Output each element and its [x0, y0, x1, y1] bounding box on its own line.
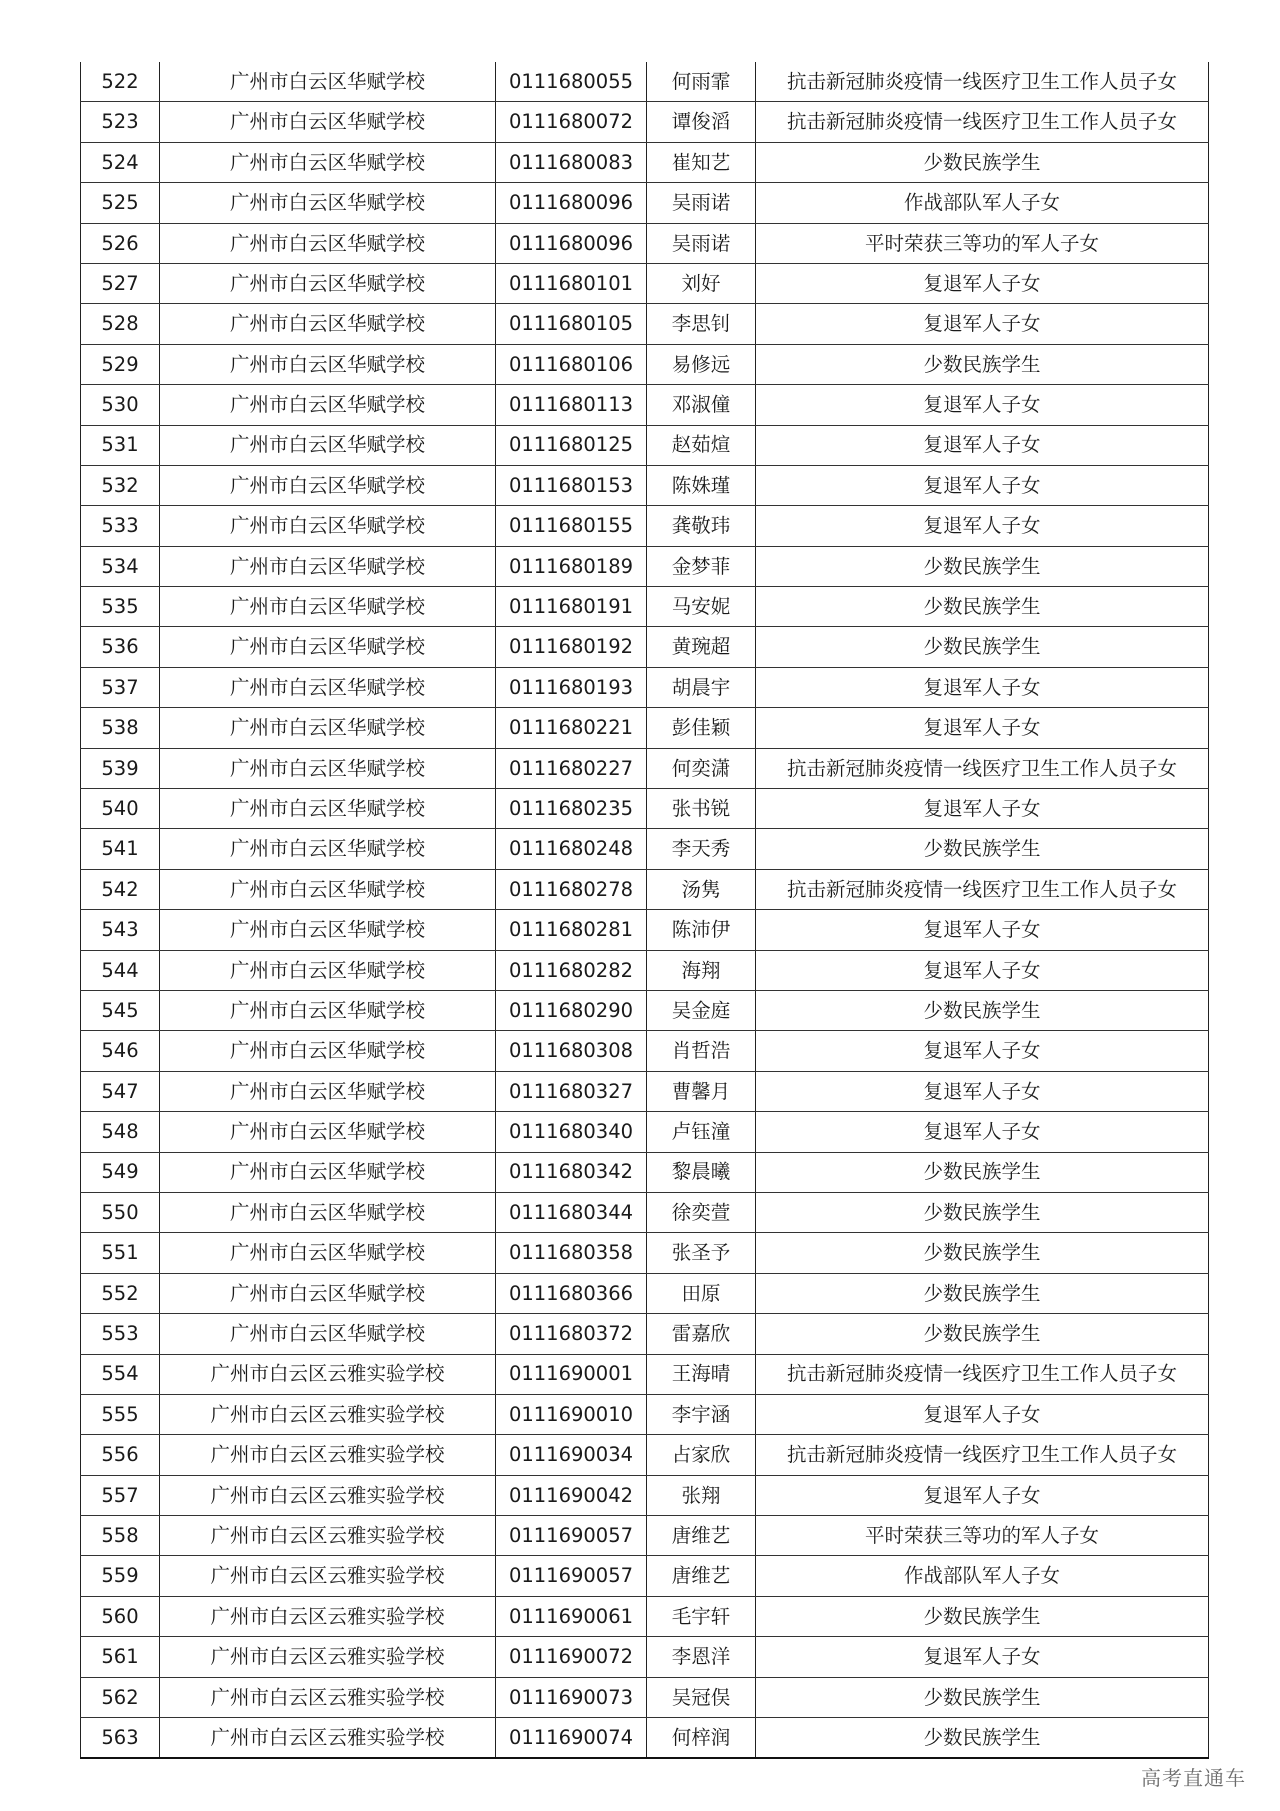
- cell-code: 0111680327: [496, 1071, 647, 1111]
- cell-index: 530: [81, 385, 160, 425]
- cell-name: 吴雨诺: [647, 223, 756, 263]
- cell-name: 汤隽: [647, 869, 756, 909]
- cell-category: 复退军人子女: [756, 1112, 1209, 1152]
- table-row: [81, 344, 1209, 384]
- cell-name: 金梦菲: [647, 546, 756, 586]
- cell-index: 542: [81, 869, 160, 909]
- cell-category: 少数民族学生: [756, 627, 1209, 667]
- cell-index: 559: [81, 1556, 160, 1596]
- cell-category: 复退军人子女: [756, 465, 1209, 505]
- cell-name: 李思钊: [647, 304, 756, 344]
- cell-code: 0111690073: [496, 1677, 647, 1717]
- cell-code: 0111680372: [496, 1314, 647, 1354]
- cell-index: 524: [81, 142, 160, 182]
- cell-name: 崔知艺: [647, 142, 756, 182]
- cell-school: 广州市白云区云雅实验学校: [160, 1637, 496, 1677]
- cell-code: 0111690042: [496, 1475, 647, 1515]
- cell-school: 广州市白云区华赋学校: [160, 546, 496, 586]
- cell-index: 551: [81, 1233, 160, 1273]
- cell-school: 广州市白云区华赋学校: [160, 1031, 496, 1071]
- table-row: [81, 990, 1209, 1030]
- cell-code: 0111690074: [496, 1718, 647, 1759]
- cell-school: 广州市白云区华赋学校: [160, 708, 496, 748]
- cell-category: 复退军人子女: [756, 263, 1209, 303]
- cell-category: 少数民族学生: [756, 546, 1209, 586]
- table-row: [81, 708, 1209, 748]
- cell-category: 少数民族学生: [756, 1314, 1209, 1354]
- cell-school: 广州市白云区华赋学校: [160, 1233, 496, 1273]
- cell-name: 陈姝瑾: [647, 465, 756, 505]
- cell-name: 吴雨诺: [647, 183, 756, 223]
- cell-school: 广州市白云区云雅实验学校: [160, 1475, 496, 1515]
- cell-code: 0111680366: [496, 1273, 647, 1313]
- cell-name: 龚敬玮: [647, 506, 756, 546]
- cell-name: 唐维艺: [647, 1516, 756, 1556]
- cell-school: 广州市白云区华赋学校: [160, 1112, 496, 1152]
- table-row: [81, 587, 1209, 627]
- cell-index: 529: [81, 344, 160, 384]
- cell-index: 562: [81, 1677, 160, 1717]
- cell-code: 0111680235: [496, 789, 647, 829]
- cell-name: 张翔: [647, 1475, 756, 1515]
- cell-code: 0111680358: [496, 1233, 647, 1273]
- cell-school: 广州市白云区华赋学校: [160, 869, 496, 909]
- cell-code: 0111680155: [496, 506, 647, 546]
- cell-school: 广州市白云区华赋学校: [160, 829, 496, 869]
- cell-name: 陈沛伊: [647, 910, 756, 950]
- cell-code: 0111680278: [496, 869, 647, 909]
- cell-category: 少数民族学生: [756, 1152, 1209, 1192]
- table-row: [81, 1596, 1209, 1636]
- cell-index: 523: [81, 102, 160, 142]
- cell-code: 0111680192: [496, 627, 647, 667]
- cell-code: 0111680308: [496, 1031, 647, 1071]
- table-row: [81, 465, 1209, 505]
- cell-code: 0111680106: [496, 344, 647, 384]
- table-row: [81, 102, 1209, 142]
- table-row: [81, 425, 1209, 465]
- cell-index: 544: [81, 950, 160, 990]
- cell-code: 0111680055: [496, 62, 647, 102]
- table-row: [81, 304, 1209, 344]
- cell-category: 少数民族学生: [756, 1677, 1209, 1717]
- cell-index: 531: [81, 425, 160, 465]
- cell-code: 0111680342: [496, 1152, 647, 1192]
- cell-code: 0111680344: [496, 1192, 647, 1232]
- cell-category: 抗击新冠肺炎疫情一线医疗卫生工作人员子女: [756, 102, 1209, 142]
- cell-school: 广州市白云区华赋学校: [160, 1314, 496, 1354]
- cell-code: 0111690057: [496, 1516, 647, 1556]
- cell-index: 532: [81, 465, 160, 505]
- cell-category: 复退军人子女: [756, 506, 1209, 546]
- cell-category: 少数民族学生: [756, 1596, 1209, 1636]
- cell-school: 广州市白云区云雅实验学校: [160, 1677, 496, 1717]
- cell-category: 复退军人子女: [756, 1637, 1209, 1677]
- cell-code: 0111680072: [496, 102, 647, 142]
- cell-name: 李宇涵: [647, 1394, 756, 1434]
- cell-category: 少数民族学生: [756, 587, 1209, 627]
- cell-code: 0111680153: [496, 465, 647, 505]
- cell-code: 0111680191: [496, 587, 647, 627]
- cell-school: 广州市白云区华赋学校: [160, 142, 496, 182]
- table-row: [81, 1354, 1209, 1394]
- cell-index: 548: [81, 1112, 160, 1152]
- cell-index: 539: [81, 748, 160, 788]
- cell-name: 何雨霏: [647, 62, 756, 102]
- cell-name: 吴冠俣: [647, 1677, 756, 1717]
- cell-school: 广州市白云区华赋学校: [160, 425, 496, 465]
- cell-category: 作战部队军人子女: [756, 183, 1209, 223]
- cell-name: 吴金庭: [647, 990, 756, 1030]
- cell-code: 0111680221: [496, 708, 647, 748]
- cell-category: 少数民族学生: [756, 1718, 1209, 1759]
- table-body: [81, 62, 1209, 1758]
- cell-index: 546: [81, 1031, 160, 1071]
- table-row: [81, 142, 1209, 182]
- cell-school: 广州市白云区华赋学校: [160, 627, 496, 667]
- cell-school: 广州市白云区华赋学校: [160, 102, 496, 142]
- cell-code: 0111680096: [496, 223, 647, 263]
- cell-index: 556: [81, 1435, 160, 1475]
- cell-name: 谭俊滔: [647, 102, 756, 142]
- cell-code: 0111690061: [496, 1596, 647, 1636]
- cell-code: 0111680113: [496, 385, 647, 425]
- cell-code: 0111680189: [496, 546, 647, 586]
- cell-index: 555: [81, 1394, 160, 1434]
- cell-name: 王海晴: [647, 1354, 756, 1394]
- table-row: [81, 748, 1209, 788]
- cell-category: 复退军人子女: [756, 1071, 1209, 1111]
- cell-name: 唐维艺: [647, 1556, 756, 1596]
- cell-category: 平时荣获三等功的军人子女: [756, 1516, 1209, 1556]
- cell-code: 0111680096: [496, 183, 647, 223]
- cell-category: 抗击新冠肺炎疫情一线医疗卫生工作人员子女: [756, 748, 1209, 788]
- cell-school: 广州市白云区华赋学校: [160, 1152, 496, 1192]
- cell-school: 广州市白云区华赋学校: [160, 62, 496, 102]
- cell-school: 广州市白云区云雅实验学校: [160, 1394, 496, 1434]
- cell-index: 534: [81, 546, 160, 586]
- cell-index: 552: [81, 1273, 160, 1313]
- cell-category: 平时荣获三等功的军人子女: [756, 223, 1209, 263]
- cell-school: 广州市白云区华赋学校: [160, 263, 496, 303]
- cell-category: 少数民族学生: [756, 1273, 1209, 1313]
- cell-school: 广州市白云区云雅实验学校: [160, 1516, 496, 1556]
- cell-code: 0111690034: [496, 1435, 647, 1475]
- table-row: [81, 869, 1209, 909]
- cell-name: 邓淑僮: [647, 385, 756, 425]
- cell-code: 0111680281: [496, 910, 647, 950]
- cell-code: 0111680083: [496, 142, 647, 182]
- cell-school: 广州市白云区华赋学校: [160, 990, 496, 1030]
- student-table: [80, 62, 1209, 1759]
- cell-category: 复退军人子女: [756, 385, 1209, 425]
- cell-name: 海翔: [647, 950, 756, 990]
- cell-category: 抗击新冠肺炎疫情一线医疗卫生工作人员子女: [756, 869, 1209, 909]
- cell-name: 何奕潇: [647, 748, 756, 788]
- table-row: [81, 1475, 1209, 1515]
- cell-name: 曹馨月: [647, 1071, 756, 1111]
- table-row: [81, 183, 1209, 223]
- cell-code: 0111680248: [496, 829, 647, 869]
- cell-code: 0111690057: [496, 1556, 647, 1596]
- cell-code: 0111680340: [496, 1112, 647, 1152]
- cell-school: 广州市白云区华赋学校: [160, 910, 496, 950]
- cell-index: 541: [81, 829, 160, 869]
- cell-index: 525: [81, 183, 160, 223]
- cell-name: 马安妮: [647, 587, 756, 627]
- cell-index: 522: [81, 62, 160, 102]
- cell-school: 广州市白云区华赋学校: [160, 223, 496, 263]
- cell-index: 540: [81, 789, 160, 829]
- cell-category: 复退军人子女: [756, 667, 1209, 707]
- cell-category: 少数民族学生: [756, 1233, 1209, 1273]
- cell-school: 广州市白云区华赋学校: [160, 506, 496, 546]
- cell-category: 复退军人子女: [756, 425, 1209, 465]
- cell-school: 广州市白云区华赋学校: [160, 1192, 496, 1232]
- table-row: [81, 1435, 1209, 1475]
- cell-index: 536: [81, 627, 160, 667]
- cell-school: 广州市白云区云雅实验学校: [160, 1596, 496, 1636]
- cell-index: 547: [81, 1071, 160, 1111]
- cell-category: 复退军人子女: [756, 1031, 1209, 1071]
- cell-school: 广州市白云区华赋学校: [160, 1273, 496, 1313]
- cell-school: 广州市白云区华赋学校: [160, 385, 496, 425]
- cell-category: 少数民族学生: [756, 1192, 1209, 1232]
- table-row: [81, 506, 1209, 546]
- cell-index: 557: [81, 1475, 160, 1515]
- cell-school: 广州市白云区华赋学校: [160, 667, 496, 707]
- cell-name: 赵茹煊: [647, 425, 756, 465]
- cell-category: 少数民族学生: [756, 990, 1209, 1030]
- cell-school: 广州市白云区云雅实验学校: [160, 1435, 496, 1475]
- cell-category: 复退军人子女: [756, 910, 1209, 950]
- cell-index: 528: [81, 304, 160, 344]
- cell-code: 0111680105: [496, 304, 647, 344]
- cell-code: 0111680125: [496, 425, 647, 465]
- table-row: [81, 910, 1209, 950]
- table-row: [81, 223, 1209, 263]
- cell-name: 卢钰潼: [647, 1112, 756, 1152]
- table-row: [81, 1192, 1209, 1232]
- cell-code: 0111690010: [496, 1394, 647, 1434]
- cell-category: 少数民族学生: [756, 344, 1209, 384]
- cell-name: 徐奕萱: [647, 1192, 756, 1232]
- cell-index: 563: [81, 1718, 160, 1759]
- cell-index: 560: [81, 1596, 160, 1636]
- table-row: [81, 950, 1209, 990]
- cell-school: 广州市白云区华赋学校: [160, 587, 496, 627]
- table-row: [81, 546, 1209, 586]
- cell-code: 0111680290: [496, 990, 647, 1030]
- cell-code: 0111680101: [496, 263, 647, 303]
- cell-school: 广州市白云区华赋学校: [160, 748, 496, 788]
- cell-index: 553: [81, 1314, 160, 1354]
- table-row: [81, 385, 1209, 425]
- cell-name: 雷嘉欣: [647, 1314, 756, 1354]
- table-row: [81, 1112, 1209, 1152]
- table-row: [81, 1556, 1209, 1596]
- table-row: [81, 1516, 1209, 1556]
- cell-school: 广州市白云区华赋学校: [160, 789, 496, 829]
- table-row: [81, 1273, 1209, 1313]
- cell-index: 550: [81, 1192, 160, 1232]
- cell-name: 李天秀: [647, 829, 756, 869]
- cell-school: 广州市白云区华赋学校: [160, 183, 496, 223]
- cell-name: 李恩洋: [647, 1637, 756, 1677]
- cell-category: 作战部队军人子女: [756, 1556, 1209, 1596]
- cell-name: 彭佳颖: [647, 708, 756, 748]
- cell-index: 538: [81, 708, 160, 748]
- cell-category: 少数民族学生: [756, 829, 1209, 869]
- document-sheet: [80, 62, 1208, 1759]
- cell-index: 554: [81, 1354, 160, 1394]
- cell-school: 广州市白云区云雅实验学校: [160, 1354, 496, 1394]
- cell-category: 复退军人子女: [756, 789, 1209, 829]
- cell-school: 广州市白云区华赋学校: [160, 1071, 496, 1111]
- cell-name: 张圣予: [647, 1233, 756, 1273]
- cell-category: 少数民族学生: [756, 142, 1209, 182]
- cell-index: 533: [81, 506, 160, 546]
- cell-category: 复退军人子女: [756, 304, 1209, 344]
- cell-index: 549: [81, 1152, 160, 1192]
- cell-code: 0111690072: [496, 1637, 647, 1677]
- cell-school: 广州市白云区华赋学校: [160, 304, 496, 344]
- table-row: [81, 1314, 1209, 1354]
- cell-index: 535: [81, 587, 160, 627]
- cell-index: 543: [81, 910, 160, 950]
- table-row: [81, 829, 1209, 869]
- table-row: [81, 1637, 1209, 1677]
- cell-name: 毛宇轩: [647, 1596, 756, 1636]
- cell-index: 537: [81, 667, 160, 707]
- cell-code: 0111680282: [496, 950, 647, 990]
- cell-name: 肖哲浩: [647, 1031, 756, 1071]
- table-row: [81, 1233, 1209, 1273]
- table-row: [81, 1677, 1209, 1717]
- cell-school: 广州市白云区云雅实验学校: [160, 1556, 496, 1596]
- cell-name: 张书锐: [647, 789, 756, 829]
- cell-name: 黎晨曦: [647, 1152, 756, 1192]
- table-row: [81, 627, 1209, 667]
- cell-category: 复退军人子女: [756, 1394, 1209, 1434]
- cell-name: 胡晨宇: [647, 667, 756, 707]
- cell-code: 0111680227: [496, 748, 647, 788]
- cell-category: 复退军人子女: [756, 950, 1209, 990]
- table-row: [81, 1394, 1209, 1434]
- cell-index: 558: [81, 1516, 160, 1556]
- cell-name: 黄琬超: [647, 627, 756, 667]
- table-row: [81, 1152, 1209, 1192]
- cell-category: 抗击新冠肺炎疫情一线医疗卫生工作人员子女: [756, 1354, 1209, 1394]
- table-row: [81, 263, 1209, 303]
- cell-code: 0111680193: [496, 667, 647, 707]
- cell-school: 广州市白云区华赋学校: [160, 465, 496, 505]
- table-row: [81, 667, 1209, 707]
- cell-index: 545: [81, 990, 160, 1030]
- cell-name: 易修远: [647, 344, 756, 384]
- table-row: [81, 62, 1209, 102]
- cell-name: 田原: [647, 1273, 756, 1313]
- cell-school: 广州市白云区华赋学校: [160, 950, 496, 990]
- table-row: [81, 789, 1209, 829]
- cell-category: 抗击新冠肺炎疫情一线医疗卫生工作人员子女: [756, 1435, 1209, 1475]
- cell-name: 刘好: [647, 263, 756, 303]
- cell-school: 广州市白云区云雅实验学校: [160, 1718, 496, 1759]
- table-row: [81, 1718, 1209, 1759]
- table-row: [81, 1031, 1209, 1071]
- cell-index: 526: [81, 223, 160, 263]
- cell-name: 何梓润: [647, 1718, 756, 1759]
- cell-name: 占家欣: [647, 1435, 756, 1475]
- cell-category: 抗击新冠肺炎疫情一线医疗卫生工作人员子女: [756, 62, 1209, 102]
- table-row: [81, 1071, 1209, 1111]
- watermark: 高考直通车: [1141, 1766, 1246, 1790]
- cell-category: 复退军人子女: [756, 1475, 1209, 1515]
- cell-index: 527: [81, 263, 160, 303]
- cell-index: 561: [81, 1637, 160, 1677]
- cell-code: 0111690001: [496, 1354, 647, 1394]
- cell-school: 广州市白云区华赋学校: [160, 344, 496, 384]
- cell-category: 复退军人子女: [756, 708, 1209, 748]
